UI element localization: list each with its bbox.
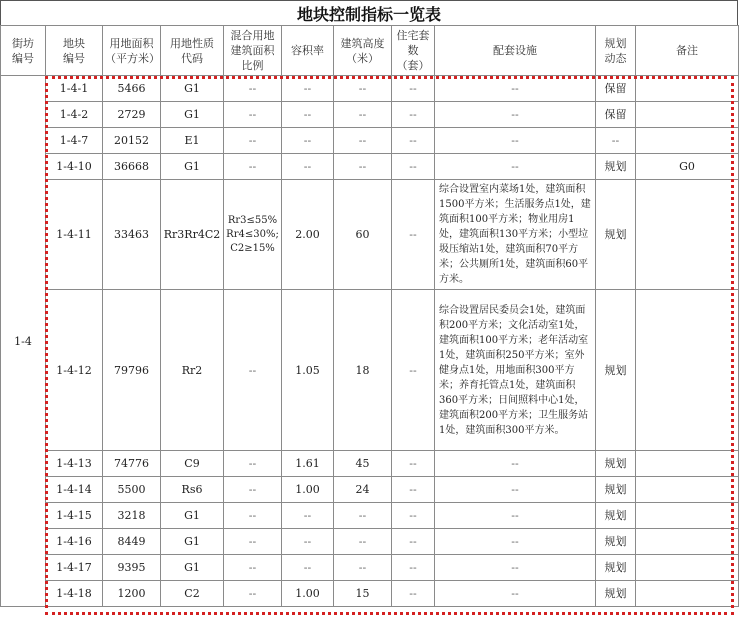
mixed-ratio-cell: -- <box>224 477 282 503</box>
far-cell: 2.00 <box>282 180 334 290</box>
land-use-code-cell: Rr2 <box>161 290 224 451</box>
far-cell: 1.61 <box>282 451 334 477</box>
status-cell: 规划 <box>596 529 636 555</box>
table-row <box>1 477 739 503</box>
land-area-cell: 1200 <box>103 581 161 607</box>
plot-id-cell: 1-4-18 <box>46 581 103 607</box>
height-cell: -- <box>334 128 392 154</box>
header-row <box>1 26 739 76</box>
header-housing-units: 住宅套 数（套） <box>392 26 435 76</box>
units-cell: -- <box>392 555 435 581</box>
units-cell: -- <box>392 529 435 555</box>
mixed-ratio-cell: Rr3≤55% Rr4≤30%; C2≥15% <box>224 180 282 290</box>
mixed-ratio-cell: -- <box>224 128 282 154</box>
plot-id-cell: 1-4-12 <box>46 290 103 451</box>
mixed-ratio-cell: -- <box>224 555 282 581</box>
mixed-ratio-cell: -- <box>224 503 282 529</box>
remarks-cell <box>636 180 739 290</box>
land-use-code-cell: G1 <box>161 102 224 128</box>
far-cell: -- <box>282 128 334 154</box>
plot-id-cell: 1-4-16 <box>46 529 103 555</box>
table-row <box>1 154 739 180</box>
plot-id-cell: 1-4-10 <box>46 154 103 180</box>
header-remarks: 备注 <box>636 26 739 76</box>
status-cell: 规划 <box>596 154 636 180</box>
status-cell: 规划 <box>596 290 636 451</box>
status-cell: 规划 <box>596 477 636 503</box>
block-id-cell: 1-4 <box>1 76 46 607</box>
land-area-cell: 5466 <box>103 76 161 102</box>
remarks-cell <box>636 451 739 477</box>
units-cell: -- <box>392 154 435 180</box>
facilities-cell: -- <box>435 581 596 607</box>
remarks-cell <box>636 555 739 581</box>
land-use-code-cell: G1 <box>161 154 224 180</box>
units-cell: -- <box>392 76 435 102</box>
status-cell: 保留 <box>596 102 636 128</box>
facilities-cell: -- <box>435 529 596 555</box>
land-area-cell: 36668 <box>103 154 161 180</box>
height-cell: -- <box>334 555 392 581</box>
header-land-area: 用地面积 （平方米） <box>103 26 161 76</box>
plot-id-cell: 1-4-13 <box>46 451 103 477</box>
remarks-cell <box>636 477 739 503</box>
height-cell: -- <box>334 76 392 102</box>
facilities-cell: -- <box>435 477 596 503</box>
plot-id-cell: 1-4-14 <box>46 477 103 503</box>
status-cell: 规划 <box>596 581 636 607</box>
facilities-cell: 综合设置居民委员会1处，建筑面积200平方米；文化活动室1处，建筑面积100平方米；老年活动室1处，建筑面积250平方米；室外健身点1处，用地面积300平方米；养育托管点1处，建筑面积360平方米；日间照料中心1处，建筑面积200平方米；卫生服务站1处，建筑面积300平方米。 <box>435 290 596 451</box>
table-row <box>1 290 739 451</box>
facilities-cell: -- <box>435 503 596 529</box>
height-cell: -- <box>334 154 392 180</box>
height-cell: 24 <box>334 477 392 503</box>
table-row <box>1 76 739 102</box>
facilities-cell: -- <box>435 128 596 154</box>
remarks-cell <box>636 529 739 555</box>
height-cell: 45 <box>334 451 392 477</box>
far-cell: 1.00 <box>282 477 334 503</box>
height-cell: 15 <box>334 581 392 607</box>
remarks-cell <box>636 102 739 128</box>
land-area-cell: 33463 <box>103 180 161 290</box>
height-cell: 18 <box>334 290 392 451</box>
status-cell: 规划 <box>596 451 636 477</box>
header-facilities: 配套设施 <box>435 26 596 76</box>
plot-id-cell: 1-4-15 <box>46 503 103 529</box>
table-row <box>1 581 739 607</box>
plot-id-cell: 1-4-11 <box>46 180 103 290</box>
mixed-ratio-cell: -- <box>224 529 282 555</box>
table-body <box>1 76 739 607</box>
units-cell: -- <box>392 180 435 290</box>
land-use-code-cell: C2 <box>161 581 224 607</box>
facilities-cell: -- <box>435 102 596 128</box>
far-cell: -- <box>282 503 334 529</box>
remarks-cell <box>636 76 739 102</box>
land-use-code-cell: G1 <box>161 76 224 102</box>
remarks-cell: G0 <box>636 154 739 180</box>
land-area-cell: 20152 <box>103 128 161 154</box>
mixed-ratio-cell: -- <box>224 154 282 180</box>
table-row <box>1 503 739 529</box>
mixed-ratio-cell: -- <box>224 581 282 607</box>
land-area-cell: 9395 <box>103 555 161 581</box>
land-use-code-cell: C9 <box>161 451 224 477</box>
header-block-id: 街坊 编号 <box>1 26 46 76</box>
header-building-height: 建筑高度 （米） <box>334 26 392 76</box>
far-cell: -- <box>282 154 334 180</box>
units-cell: -- <box>392 451 435 477</box>
land-area-cell: 5500 <box>103 477 161 503</box>
far-cell: -- <box>282 555 334 581</box>
far-cell: 1.05 <box>282 290 334 451</box>
plot-id-cell: 1-4-1 <box>46 76 103 102</box>
control-index-table <box>0 25 739 607</box>
land-use-code-cell: Rs6 <box>161 477 224 503</box>
far-cell: 1.00 <box>282 581 334 607</box>
units-cell: -- <box>392 581 435 607</box>
units-cell: -- <box>392 290 435 451</box>
remarks-cell <box>636 128 739 154</box>
facilities-cell: -- <box>435 451 596 477</box>
status-cell: 规划 <box>596 555 636 581</box>
land-area-cell: 8449 <box>103 529 161 555</box>
table-row <box>1 529 739 555</box>
units-cell: -- <box>392 503 435 529</box>
land-area-cell: 74776 <box>103 451 161 477</box>
land-use-code-cell: G1 <box>161 503 224 529</box>
far-cell: -- <box>282 529 334 555</box>
plot-id-cell: 1-4-7 <box>46 128 103 154</box>
mixed-ratio-cell: -- <box>224 102 282 128</box>
units-cell: -- <box>392 128 435 154</box>
mixed-ratio-cell: -- <box>224 451 282 477</box>
mixed-ratio-cell: -- <box>224 290 282 451</box>
land-use-code-cell: E1 <box>161 128 224 154</box>
plot-id-cell: 1-4-17 <box>46 555 103 581</box>
table-title: 地块控制指标一览表 <box>0 0 738 26</box>
mixed-ratio-cell: -- <box>224 76 282 102</box>
land-use-code-cell: G1 <box>161 555 224 581</box>
land-area-cell: 79796 <box>103 290 161 451</box>
header-land-use-code: 用地性质 代码 <box>161 26 224 76</box>
height-cell: 60 <box>334 180 392 290</box>
table-row <box>1 128 739 154</box>
far-cell: -- <box>282 76 334 102</box>
far-cell: -- <box>282 102 334 128</box>
header-plot-id: 地块 编号 <box>46 26 103 76</box>
land-area-cell: 3218 <box>103 503 161 529</box>
land-use-code-cell: Rr3Rr4C2 <box>161 180 224 290</box>
units-cell: -- <box>392 102 435 128</box>
table-row <box>1 102 739 128</box>
table-row <box>1 555 739 581</box>
header-mixed-ratio: 混合用地 建筑面积 比例 <box>224 26 282 76</box>
table-row <box>1 451 739 477</box>
remarks-cell <box>636 581 739 607</box>
table-row <box>1 180 739 290</box>
plot-id-cell: 1-4-2 <box>46 102 103 128</box>
header-far: 容积率 <box>282 26 334 76</box>
header-planning-status: 规划 动态 <box>596 26 636 76</box>
remarks-cell <box>636 503 739 529</box>
facilities-cell: 综合设置室内菜场1处，建筑面积1500平方米；生活服务点1处，建筑面积100平方米；物业用房1处，建筑面积130平方米；小型垃圾压缩站1处，建筑面积70平方米；公共厕所1处，建筑面积60平方米。 <box>435 180 596 290</box>
status-cell: 规划 <box>596 180 636 290</box>
height-cell: -- <box>334 529 392 555</box>
status-cell: 保留 <box>596 76 636 102</box>
height-cell: -- <box>334 102 392 128</box>
land-use-code-cell: G1 <box>161 529 224 555</box>
status-cell: -- <box>596 128 636 154</box>
height-cell: -- <box>334 503 392 529</box>
facilities-cell: -- <box>435 555 596 581</box>
land-area-cell: 2729 <box>103 102 161 128</box>
facilities-cell: -- <box>435 76 596 102</box>
units-cell: -- <box>392 477 435 503</box>
status-cell: 规划 <box>596 503 636 529</box>
remarks-cell <box>636 290 739 451</box>
facilities-cell: -- <box>435 154 596 180</box>
